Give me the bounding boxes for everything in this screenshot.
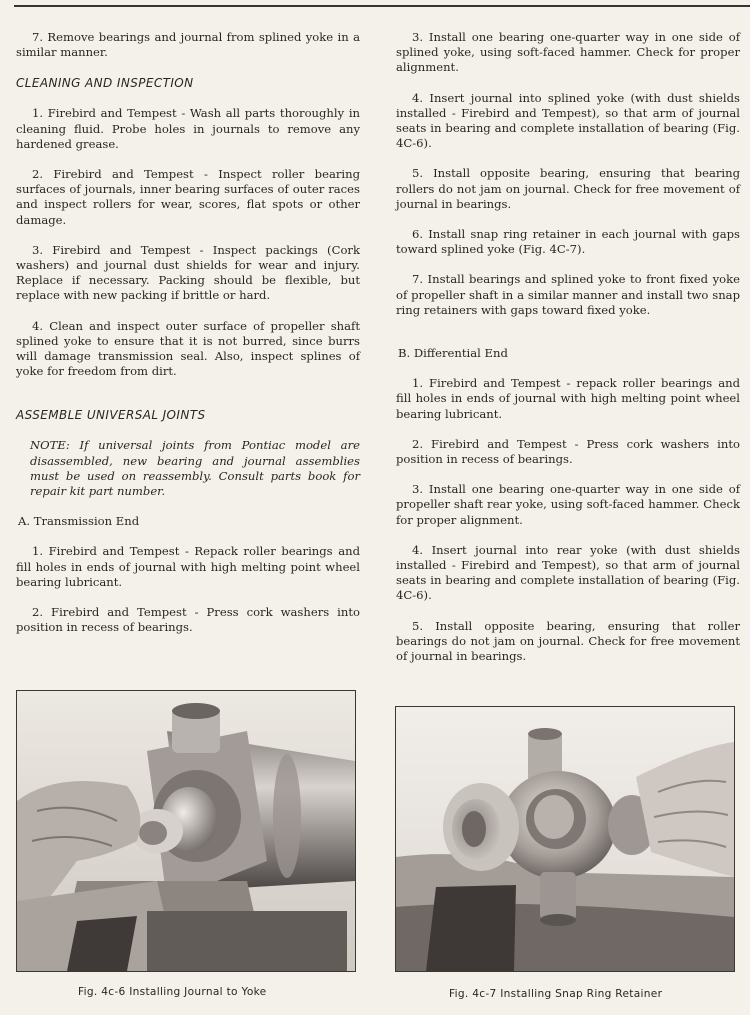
heading-assemble-universal-joints: ASSEMBLE UNIVERSAL JOINTS [16,408,206,423]
figure-caption-4c-6: Fig. 4c-6 Installing Journal to Yoke [78,986,267,998]
differential-step-2: 2. Firebird and Tempest - Press cork washers into position in recess of bearings. [396,436,740,467]
figure-caption-4c-7: Fig. 4c-7 Installing Snap Ring Retainer [449,988,663,1000]
subheading-transmission-end: A. Transmission End [18,514,140,529]
transmission-step-1: 1. Firebird and Tempest - Repack roller bearings and fill holes in ends of journal with high melting point wheel bearing lubricant. [16,544,360,589]
cleaning-step-3: 3. Firebird and Tempest - Inspect packings (Cork washers) and journal dust shields for wear and injury. Replace if necessary. Packing should be flexible, but replace with new packing if brittle or hard. [16,242,360,303]
cleaning-step-2: 2. Firebird and Tempest - Inspect roller bearing surfaces of journals, inner bearing surfaces of outer races and inspect rollers for wear, scores, flat spots or other damage. [16,167,360,227]
top-rule [14,5,750,7]
transmission-step-2: 2. Firebird and Tempest - Press cork washers into position in recess of bearings. [16,605,360,635]
transmission-step-3: 3. Install one bearing one-quarter way in one side of splined yoke, using soft-faced hammer. Check for proper alignment. [396,30,740,75]
photo-installing-snap-ring-retainer [395,706,735,972]
cleaning-step-1: 1. Firebird and Tempest - Wash all parts thoroughly in cleaning fluid. Probe holes in journals to remove any hardened grease. [16,106,360,151]
cleaning-step-4: 4. Clean and inspect outer surface of propeller shaft splined yoke to ensure that it is not burred, since burrs will damage transmission seal. Also, inspect splines of yoke for freedom from dirt. [16,318,360,379]
left-column [16,30,360,635]
photo-installing-journal-to-yoke [16,690,356,972]
transmission-step-4: 4. Insert journal into splined yoke (with dust shields installed - Firebird and Tempest), so that arm of journal seats in bearing and complete installation of bearing (Fig. 4C-6). [396,90,740,151]
heading-cleaning-inspection: CLEANING AND INSPECTION [16,76,194,91]
differential-step-4: 4. Insert journal into rear yoke (with dust shields installed - Firebird and Tempest), so that arm of journal seats in bearing and complete installation of bearing (Fig. 4C-6). [396,542,740,603]
differential-step-3: 3. Install one bearing one-quarter way in one side of propeller shaft rear yoke, using soft-faced hammer. Check for proper alignment. [396,482,740,527]
note-paragraph: NOTE: If universal joints from Pontiac model are disassembled, new bearing and journal assemblies must be used on reassembly. Consult parts book for repair kit part number. [30,438,360,499]
transmission-step-5: 5. Install opposite bearing, ensuring that bearing rollers do not jam on journal. Check for free movement of journal in bearings. [396,166,740,211]
transmission-step-7: 7. Install bearings and splined yoke to front fixed yoke of propeller shaft in a similar manner and install two snap ring retainers with gaps toward fixed yoke. [396,272,740,317]
right-column [396,30,740,664]
paragraph-remove-bearings: 7. Remove bearings and journal from splined yoke in a similar manner. [16,30,360,60]
transmission-step-6: 6. Install snap ring retainer in each journal with gaps toward splined yoke (Fig. 4C-7). [396,227,740,257]
subheading-differential-end: B. Differential End [398,346,508,361]
differential-step-5: 5. Install opposite bearing, ensuring that roller bearings do not jam on journal. Check for free movement of journal in bearings. [396,618,740,664]
differential-step-1: 1. Firebird and Tempest - repack roller bearings and fill holes in ends of journal with high melting point wheel bearing lubricant. [396,376,740,421]
